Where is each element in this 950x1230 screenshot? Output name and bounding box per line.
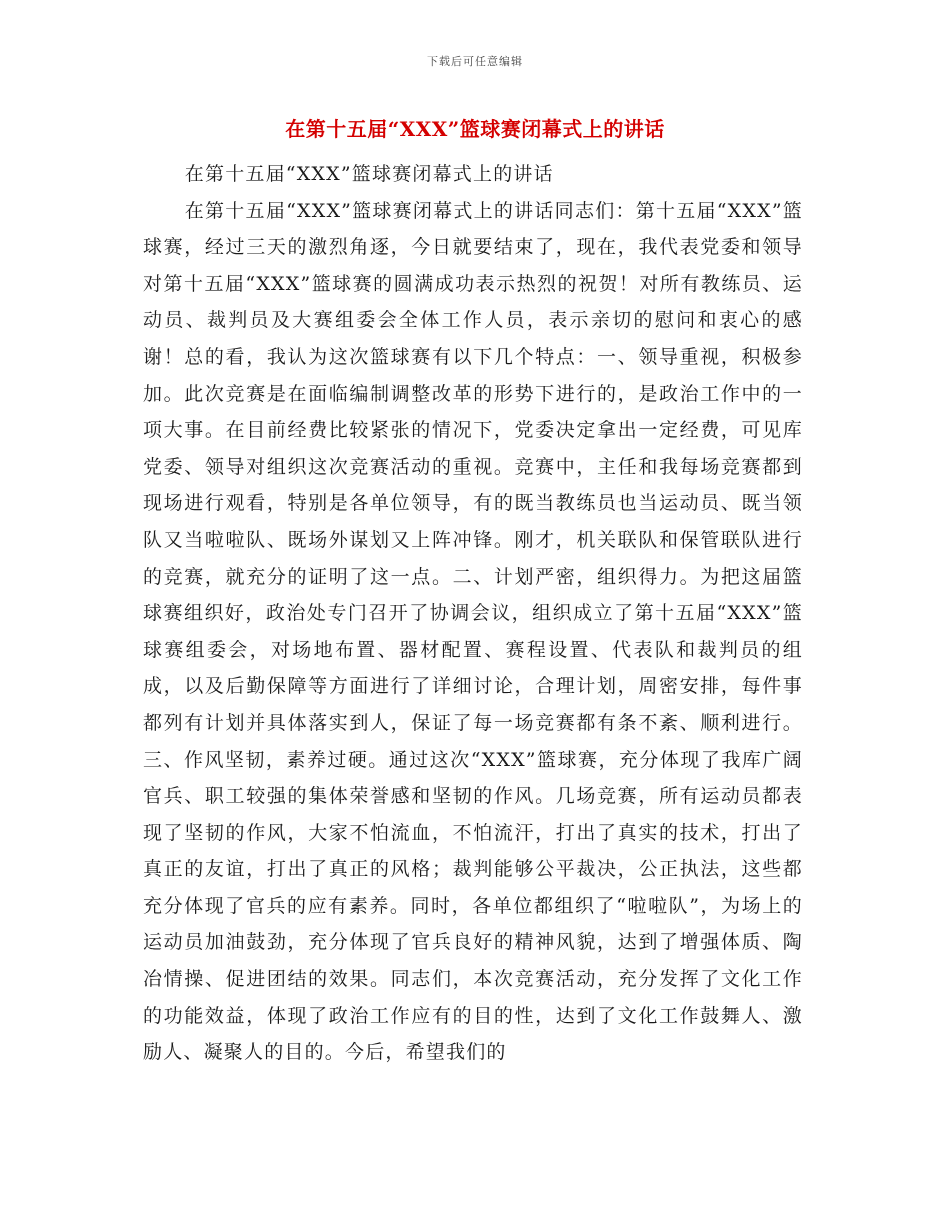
document-title: 在第十五届“XXX”篮球赛闭幕式上的讲话 <box>285 117 665 141</box>
paragraph-speech: 在第十五届“XXX”篮球赛闭幕式上的讲话同志们：第十五届“XXX”篮球赛，经过三天的激烈角逐，今日就要结束了，现在，我代表党委和领导对第十五届“XXX”篮球赛的圆满成功表示热烈的祝贺！对所有教练员、运动员、裁判员及大赛组委会全体工作人员，表示亲切的慰问和衷心的感谢！总的看，我认为这次篮球赛有以下几个特点：一、领导重视，积极参加。此次竞赛是在面临编制调整改革的形势下进行的，是政治工作中的一项大事。在目前经费比较紧张的情况下，党委决定拿出一定经费，可见库党委、领导对组织这次竞赛活动的重视。竞赛中，主任和我每场竞赛都到现场进行观看，特别是各单位领导，有的既当教练员也当运动员、既当领队又当啦啦队、既场外谋划又上阵冲锋。刚才，机关联队和保管联队进行的竞赛，就充分的证明了这一点。二、计划严密，组织得力。为把这届篮球赛组织好，政治处专门召开了协调会议，组织成立了第十五届“XXX”篮球赛组委会，对场地布置、器材配置、赛程设置、代表队和裁判员的组成，以及后勤保障等方面进行了详细讨论，合理计划，周密安排，每件事都列有计划并具体落实到人，保证了每一场竞赛都有条不紊、顺利进行。三、作风坚韧，素养过硬。通过这次“XXX”篮球赛，充分体现了我库广阔官兵、职工较强的集体荣誉感和坚韧的作风。几场竞赛，所有运动员都表现了坚韧的作风，大家不怕流血，不怕流汗，打出了真实的技术，打出了真正的友谊，打出了真正的风格；裁判能够公平裁决，公正执法，这些都充分体现了官兵的应有素养。同时，各单位都组织了“啦啦队”，为场上的运动员加油鼓劲，充分体现了官兵良好的精神风貌，达到了增强体质、陶冶情操、促进团结的效果。同志们，本次竞赛活动，充分发挥了文化工作的功能效益，体现了政治工作应有的目的性，达到了文化工作鼓舞人、激励人、凝聚人的目的。今后，希望我们的 <box>143 199 803 1064</box>
document-body <box>143 156 803 1071</box>
header-note: 下载后可任意编辑 <box>427 55 523 68</box>
paragraph-heading: 在第十五届“XXX”篮球赛闭幕式上的讲话 <box>184 163 554 185</box>
